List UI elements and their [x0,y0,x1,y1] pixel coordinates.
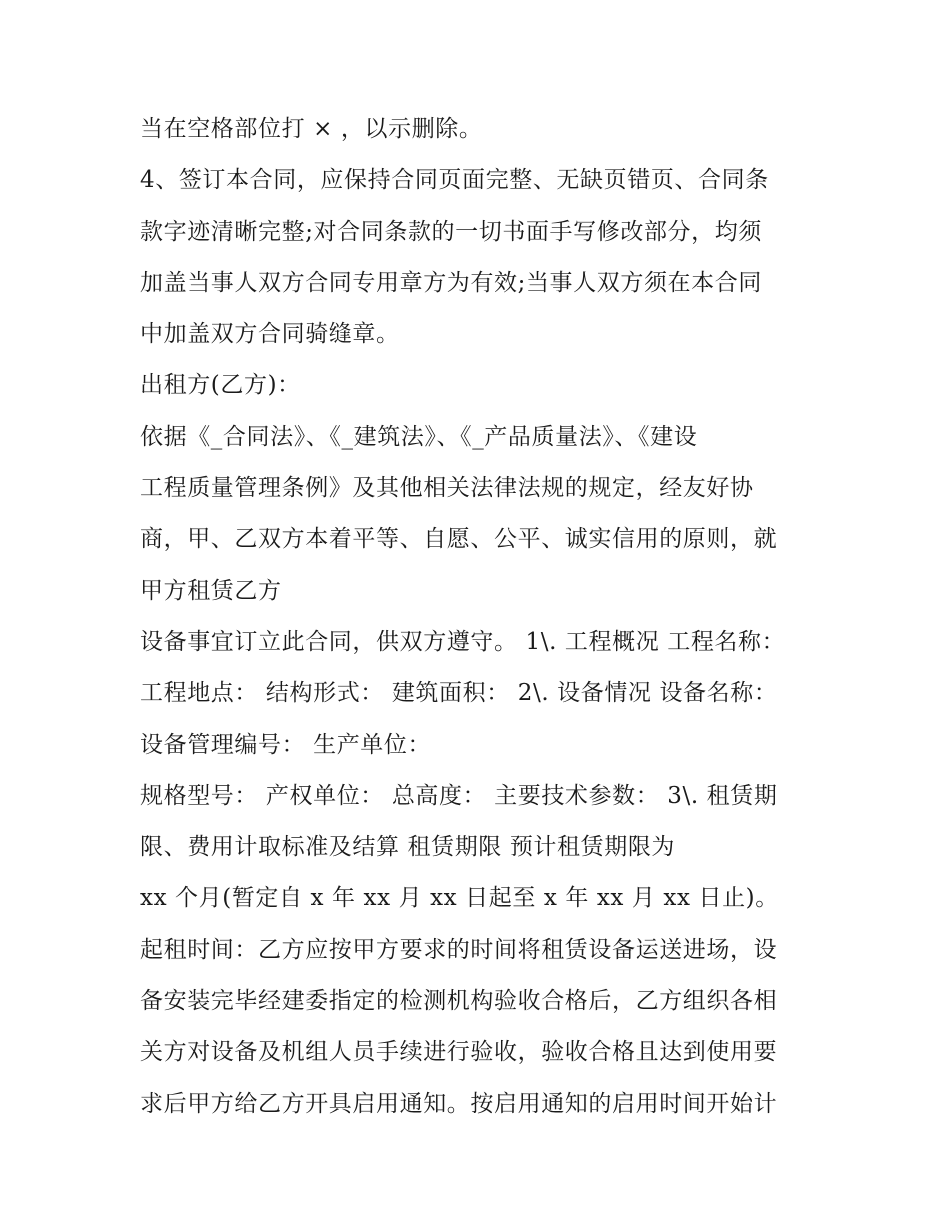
text-line: 依据《_合同法》、《_建筑法》、《_产品质量法》、《建设 [140,423,698,450]
text-line: 工程地点： 结构形式： 建筑面积： 2\. 设备情况 设备名称： [140,680,778,707]
text-line: xx 个月(暂定自 x 年 xx 月 xx 日起至 x 年 xx 月 xx 日止)。 [140,885,779,912]
text-line: 求后甲方给乙方开具启用通知。按启用通知的启用时间开始计 [140,1090,778,1117]
text-line: 商，甲、乙双方本着平等、自愿、公平、诚实信用的原则，就 [140,526,778,553]
text-line: 工程质量管理条例》及其他相关法律法规的规定，经友好协 [140,475,754,502]
text-line: 中加盖双方合同骑缝章。 [140,321,400,348]
text-line: 当在空格部位打 × ，以示删除。 [140,116,483,142]
text-line: 甲方租赁乙方 [140,577,282,604]
text-line: 4、签订本合同，应保持合同页面完整、无缺页错页、合同条 [140,167,769,194]
document-body [140,104,840,1130]
text-line: 关方对设备及机组人员手续进行验收，验收合格且达到使用要 [140,1039,778,1066]
text-line: 起租时间：乙方应按甲方要求的时间将租赁设备运送进场，设 [140,936,778,963]
text-line: 规格型号： 产权单位： 总高度： 主要技术参数： 3\. 租赁期 [140,782,778,809]
text-line: 限、费用计取标准及结算 租赁期限 预计租赁期限为 [140,834,676,861]
text-line: 设备管理编号： 生产单位： [140,731,432,758]
text-line: 备安装完毕经建委指定的检测机构验收合格后，乙方组织各相 [140,988,778,1015]
text-line: 出租方(乙方)： [140,372,301,399]
text-line: 设备事宜订立此合同，供双方遵守。 1\. 工程概况 工程名称： [140,628,786,655]
text-line: 款字迹清晰完整;对合同条款的一切书面手写修改部分，均须 [140,218,762,245]
text-line: 加盖当事人双方合同专用章方为有效;当事人双方须在本合同 [140,269,762,296]
